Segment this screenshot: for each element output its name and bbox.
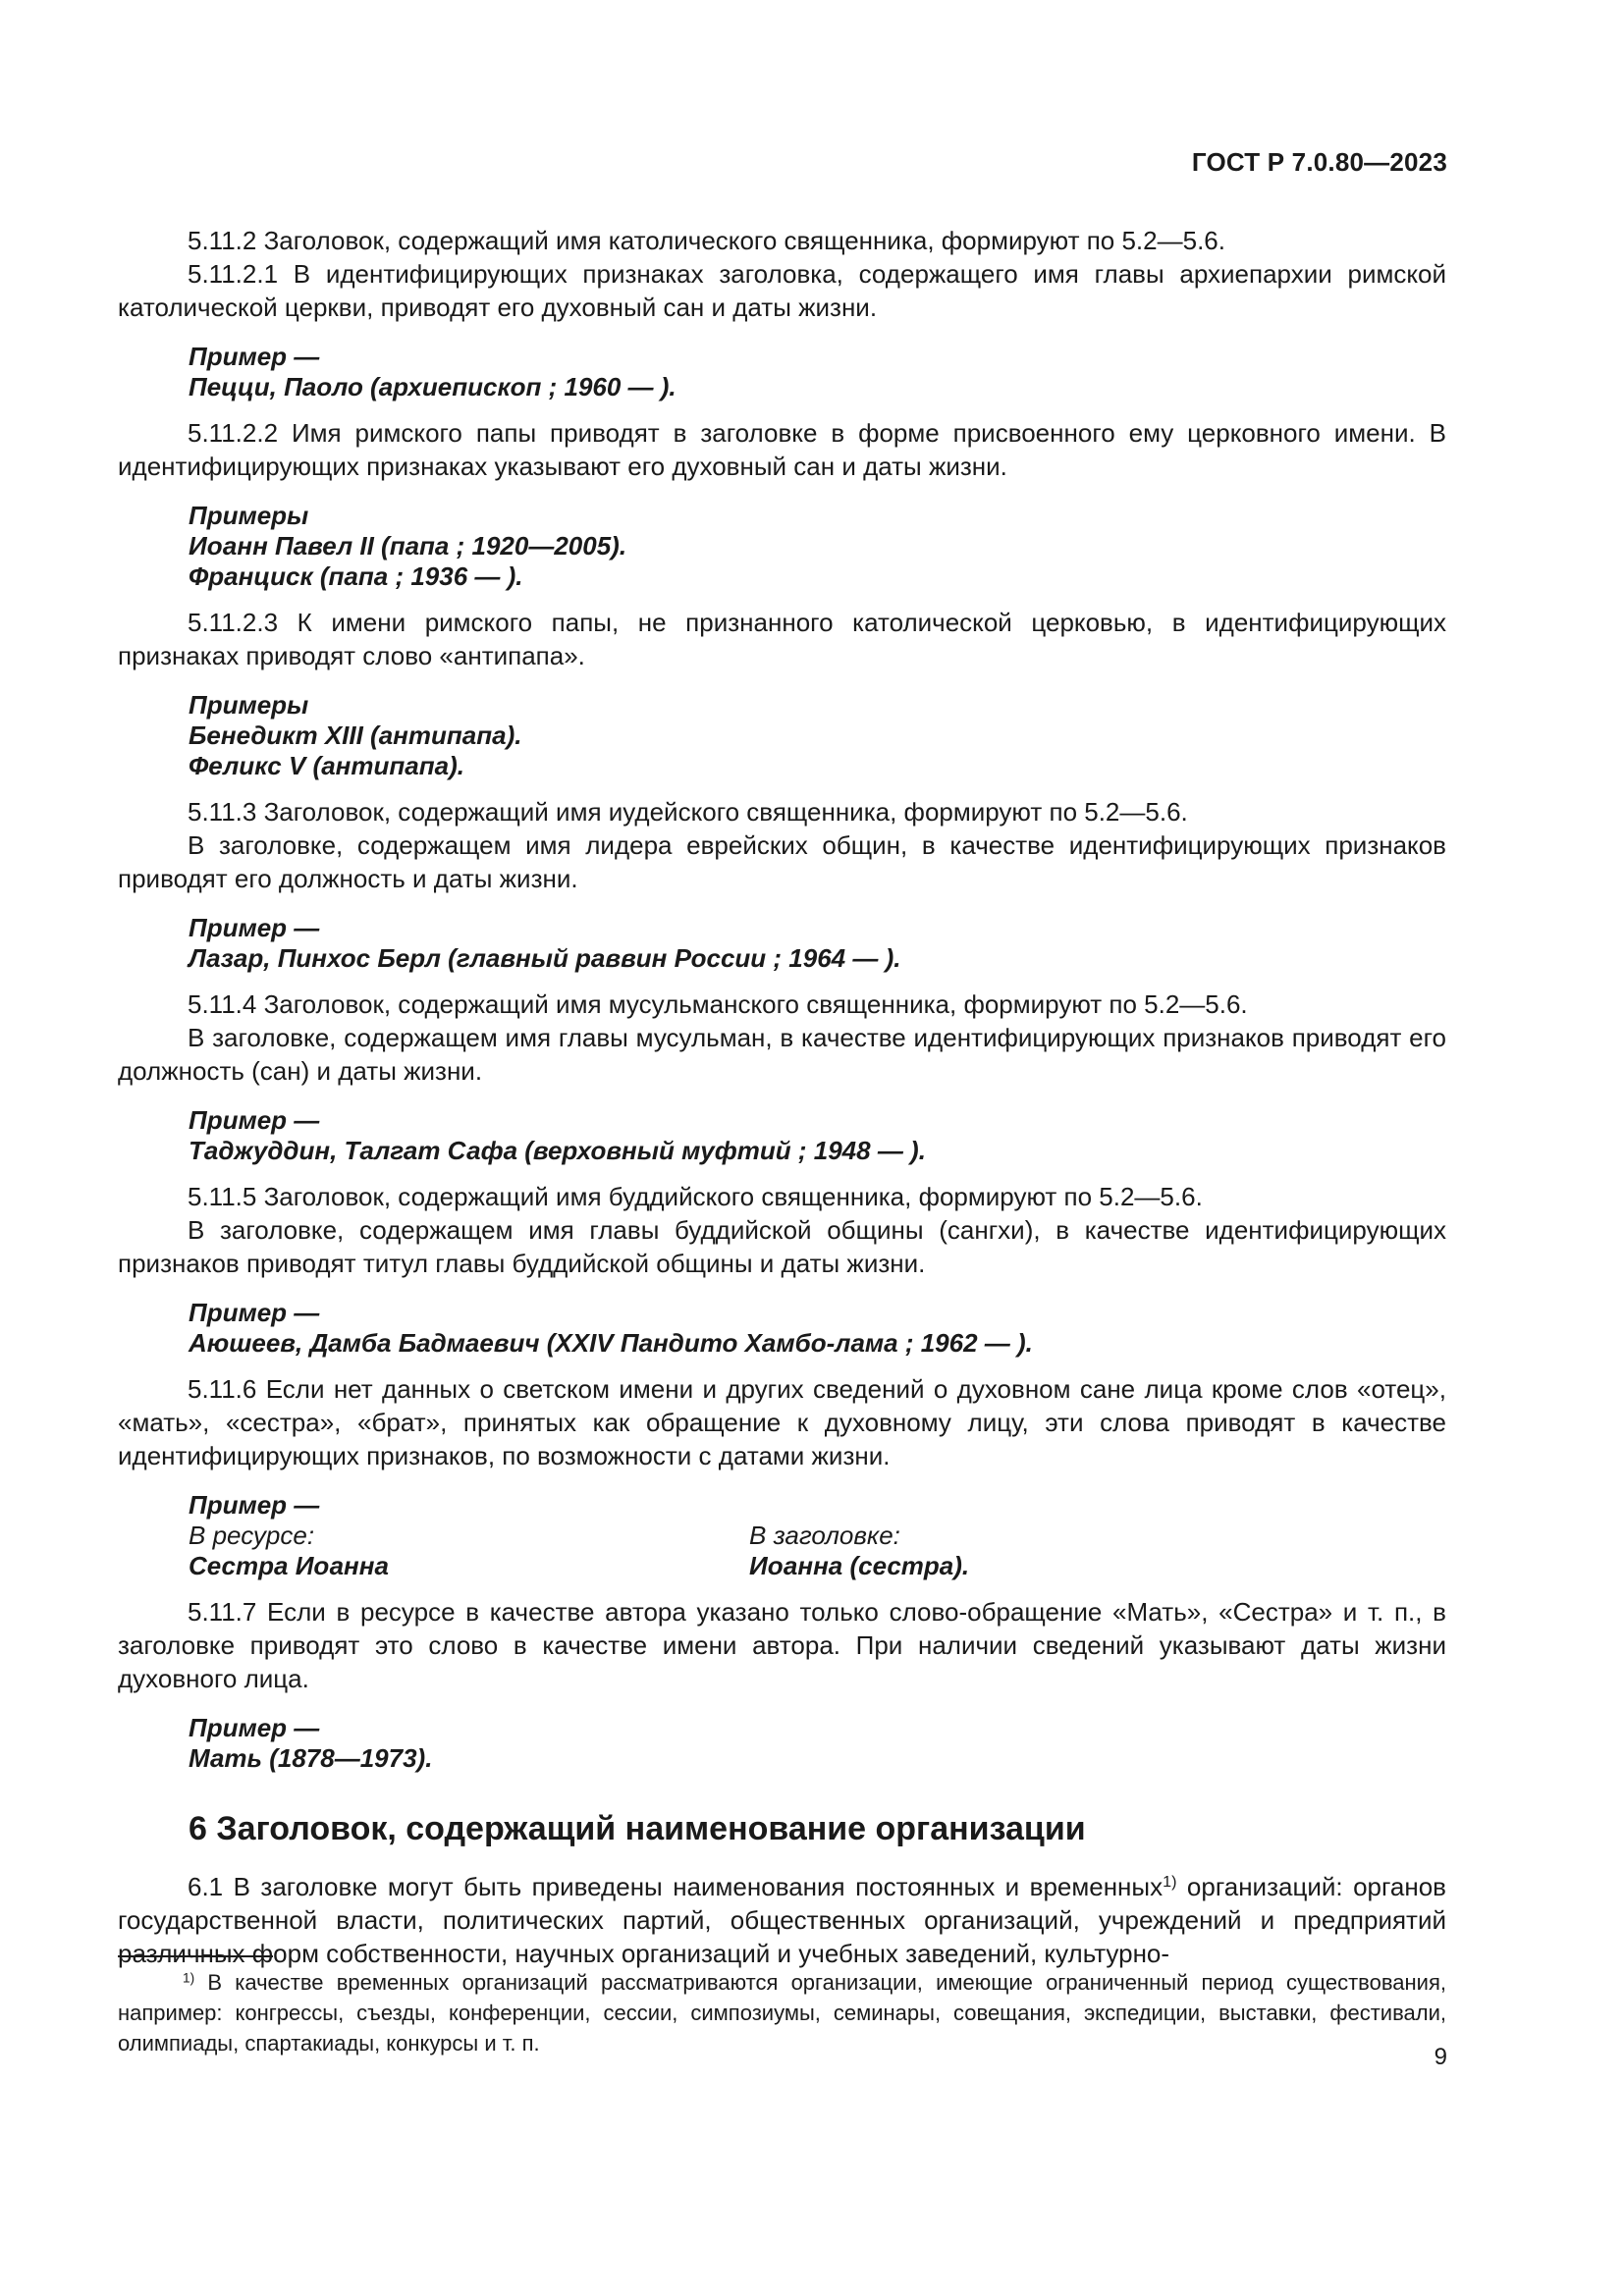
- example-two-column: [189, 1490, 1446, 1581]
- example-line: Франциск (папа ; 1936 — ).: [189, 561, 523, 591]
- example-line: Аюшеев, Дамба Бадмаевич (XXIV Пандито Хамбо-лама ; 1962 — ).: [189, 1328, 1033, 1358]
- example-sublabel: В заголовке:: [749, 1521, 900, 1550]
- example-label: Пример —: [189, 1713, 320, 1742]
- example-block: [189, 501, 1446, 592]
- paragraph-5-11-4: 5.11.4 Заголовок, содержащий имя мусульманского священника, формируют по 5.2—5.6.: [188, 989, 1248, 1019]
- example-label: Примеры: [189, 501, 309, 530]
- paragraph-5-11-4-b: В заголовке, содержащем имя главы мусульман, в качестве идентифицирующих признаков приводят его должность (сан) и даты жизни.: [118, 1023, 1446, 1086]
- example-sublabel: В ресурсе:: [189, 1521, 315, 1550]
- example-block: [189, 913, 1446, 974]
- example-label: Пример —: [189, 913, 320, 942]
- footnote: [118, 1967, 1446, 2058]
- example-line: Мать (1878—1973).: [189, 1743, 433, 1773]
- example-value: Иоанна (сестра).: [749, 1551, 970, 1580]
- example-label: Пример —: [189, 1105, 320, 1135]
- footnote-separator: [118, 1955, 273, 1957]
- example-block: [189, 342, 1446, 402]
- paragraph-5-11-2-2: 5.11.2.2 Имя римского папы приводят в заголовке в форме присвоенного ему церковного имени. В идентифицирующих признаках указывают его духовный сан и даты жизни.: [118, 418, 1446, 481]
- example-label: Пример —: [189, 1298, 320, 1327]
- example-label: Пример —: [189, 342, 320, 371]
- page-content: [118, 224, 1446, 1970]
- paragraph-5-11-7: 5.11.7 Если в ресурсе в качестве автора указано только слово-обращение «Мать», «Сестра» и т. п., в заголовке приводят это слово в качестве имени автора. При наличии сведений указывают даты жизни духовного лица.: [118, 1597, 1446, 1693]
- example-label: Примеры: [189, 690, 309, 720]
- example-block: [189, 1105, 1446, 1166]
- example-line: Лазар, Пинхос Берл (главный раввин России ; 1964 — ).: [189, 943, 901, 973]
- paragraph-5-11-2-3: 5.11.2.3 К имени римского папы, не признанного католической церковью, в идентифицирующих признаках приводят слово «антипапа».: [118, 608, 1446, 670]
- example-line: Иоанн Павел II (папа ; 1920—2005).: [189, 531, 627, 561]
- paragraph-5-11-2-1: 5.11.2.1 В идентифицирующих признаках заголовка, содержащего имя главы архиепархии римской католической церкви, приводят его духовный сан и даты жизни.: [118, 259, 1446, 322]
- example-column-heading: [749, 1490, 969, 1581]
- example-line: Пецци, Паоло (архиепископ ; 1960 — ).: [189, 372, 677, 401]
- paragraph-5-11-2: 5.11.2 Заголовок, содержащий имя католического священника, формируют по 5.2—5.6.: [188, 226, 1225, 255]
- example-value: Сестра Иоанна: [189, 1551, 389, 1580]
- section-heading: 6 Заголовок, содержащий наименование организации: [189, 1810, 1086, 1847]
- paragraph-5-11-5-b: В заголовке, содержащем имя главы буддийской общины (сангхи), в качестве идентифицирующих признаков приводят титул главы буддийской общины и даты жизни.: [118, 1215, 1446, 1278]
- paragraph-text: 6.1 В заголовке могут быть приведены наименования постоянных и временных: [188, 1872, 1164, 1901]
- page-number: 9: [1434, 2044, 1447, 2070]
- paragraph-5-11-3-b: В заголовке, содержащем имя лидера еврейских общин, в качестве идентифицирующих признаков приводят его должность и даты жизни.: [118, 830, 1446, 893]
- paragraph-5-11-6: 5.11.6 Если нет данных о светском имени и других сведений о духовном сане лица кроме слов «отец», «мать», «сестра», «брат», принятых как обращение к духовному лицу, эти слова приводят в качестве идентифицирующих признаков, по возможности с датами жизни.: [118, 1374, 1446, 1470]
- paragraph-text: организаций: органов государственной власти, политических партий, общественных организаций, учреждений и предприятий различных форм собственности, научных организаций и учебных заведений, культурно-: [118, 1872, 1446, 1968]
- footnote-text: В качестве временных организаций рассматриваются организации, имеющие ограниченный период существования, например: конгрессы, съезды, конференции, сессии, симпозиумы, семинары, совещания, экспедиции, выставки, фестивали, олимпиады, спартакиады, конкурсы и т. п.: [118, 1970, 1446, 2056]
- paragraph-5-11-5: 5.11.5 Заголовок, содержащий имя буддийского священника, формируют по 5.2—5.6.: [188, 1182, 1203, 1211]
- footnote-reference[interactable]: 1): [1163, 1873, 1177, 1892]
- example-column-source: [189, 1490, 749, 1581]
- paragraph-5-11-3: 5.11.3 Заголовок, содержащий имя иудейского священника, формируют по 5.2—5.6.: [188, 797, 1188, 827]
- example-block: [189, 690, 1446, 781]
- example-line: Феликс V (антипапа).: [189, 751, 464, 780]
- example-label: Пример —: [189, 1490, 320, 1520]
- example-block: [189, 1713, 1446, 1774]
- example-line: Бенедикт XIII (антипапа).: [189, 721, 522, 750]
- document-header: ГОСТ Р 7.0.80—2023: [1191, 147, 1447, 177]
- paragraph-6-1: [118, 1870, 1446, 1970]
- example-line: Таджуддин, Талгат Сафа (верховный муфтий ; 1948 — ).: [189, 1136, 926, 1165]
- example-block: [189, 1298, 1446, 1359]
- footnote-mark: 1): [183, 1970, 195, 1986]
